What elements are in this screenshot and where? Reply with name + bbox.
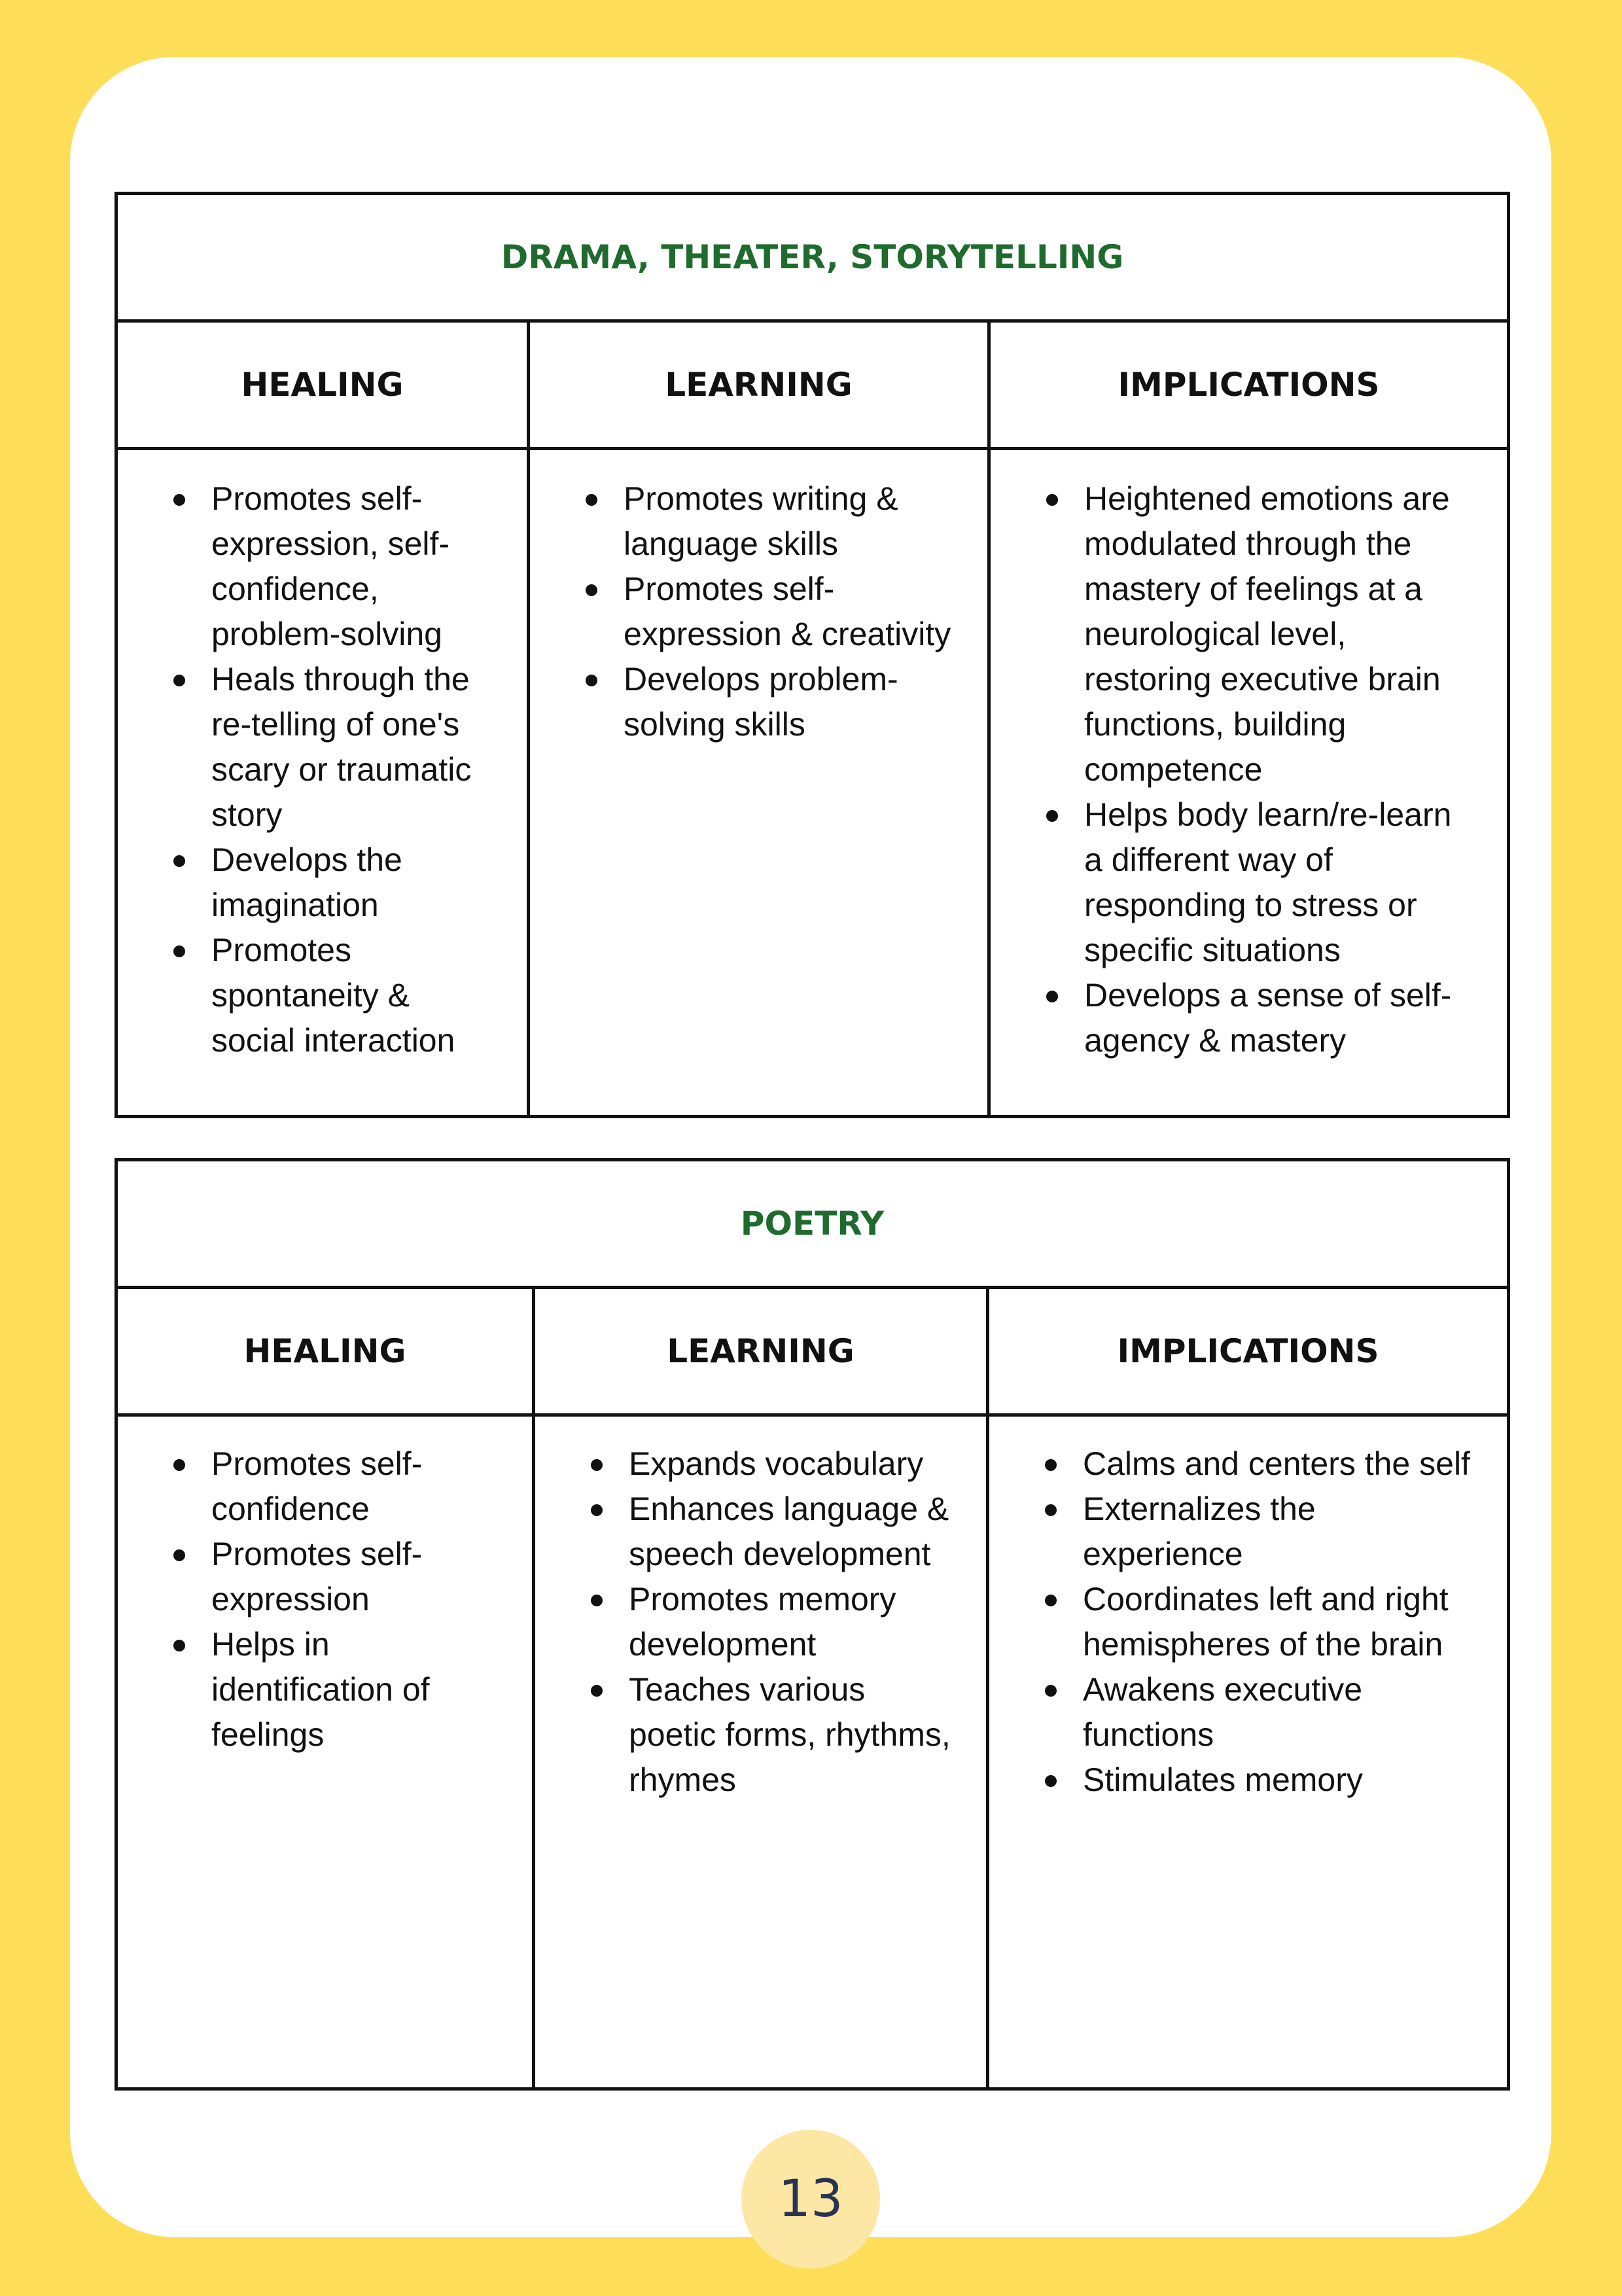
list-item: Helps in identification of feelings bbox=[118, 1622, 506, 1757]
list-item: Promotes self-expression bbox=[118, 1532, 506, 1622]
healing-cell bbox=[116, 1415, 534, 2089]
list-item: Awakens executive functions bbox=[989, 1667, 1481, 1757]
list-item: Heightened emotions are modulated through the mastery of feelings at a neurological level, restoring executive brain functions, building competence bbox=[991, 476, 1474, 792]
column-header-learning: LEARNING bbox=[534, 1288, 988, 1415]
list-item: Promotes spontaneity & social interaction bbox=[118, 928, 494, 1063]
list-item: Promotes self-expression, self-confidence, problem-solving bbox=[118, 476, 494, 657]
healing-list bbox=[118, 450, 527, 1063]
poetry-table bbox=[115, 1158, 1510, 2091]
list-item: Promotes self-expression & creativity bbox=[530, 567, 955, 657]
healing-list bbox=[118, 1417, 532, 1757]
list-item: Externalizes the experience bbox=[989, 1487, 1481, 1577]
page-number-badge: 13 bbox=[741, 2130, 880, 2269]
list-item: Promotes self-confidence bbox=[118, 1441, 506, 1532]
list-item: Coordinates left and right hemispheres of the brain bbox=[989, 1577, 1481, 1667]
table-title: POETRY bbox=[116, 1160, 1509, 1288]
list-item: Calms and centers the self bbox=[989, 1441, 1481, 1487]
learning-list bbox=[530, 450, 987, 747]
drama-theater-storytelling-table bbox=[115, 192, 1510, 1118]
list-item: Helps body learn/re-learn a different way of responding to stress or specific situations bbox=[991, 792, 1474, 973]
implications-cell bbox=[989, 449, 1509, 1117]
list-item: Teaches various poetic forms, rhythms, rhymes bbox=[535, 1667, 960, 1803]
learning-cell bbox=[534, 1415, 988, 2089]
implications-cell bbox=[988, 1415, 1509, 2089]
list-item: Develops the imagination bbox=[118, 838, 494, 928]
implications-list bbox=[989, 1417, 1507, 1803]
table-title: DRAMA, THEATER, STORYTELLING bbox=[116, 194, 1509, 321]
list-item: Stimulates memory bbox=[989, 1757, 1481, 1803]
healing-cell bbox=[116, 449, 529, 1117]
learning-cell bbox=[529, 449, 989, 1117]
list-item: Promotes memory development bbox=[535, 1577, 960, 1667]
column-header-healing: HEALING bbox=[116, 1288, 534, 1415]
column-header-implications: IMPLICATIONS bbox=[989, 321, 1509, 449]
list-item: Develops problem-solving skills bbox=[530, 657, 955, 747]
list-item: Develops a sense of self-agency & mastery bbox=[991, 973, 1474, 1063]
column-header-implications: IMPLICATIONS bbox=[988, 1288, 1509, 1415]
list-item: Heals through the re-telling of one's scary or traumatic story bbox=[118, 657, 494, 838]
learning-list bbox=[535, 1417, 986, 1803]
column-header-learning: LEARNING bbox=[529, 321, 989, 449]
list-item: Expands vocabulary bbox=[535, 1441, 960, 1487]
list-item: Promotes writing & language skills bbox=[530, 476, 955, 567]
list-item: Enhances language & speech development bbox=[535, 1487, 960, 1577]
column-header-healing: HEALING bbox=[116, 321, 529, 449]
implications-list bbox=[991, 450, 1507, 1063]
